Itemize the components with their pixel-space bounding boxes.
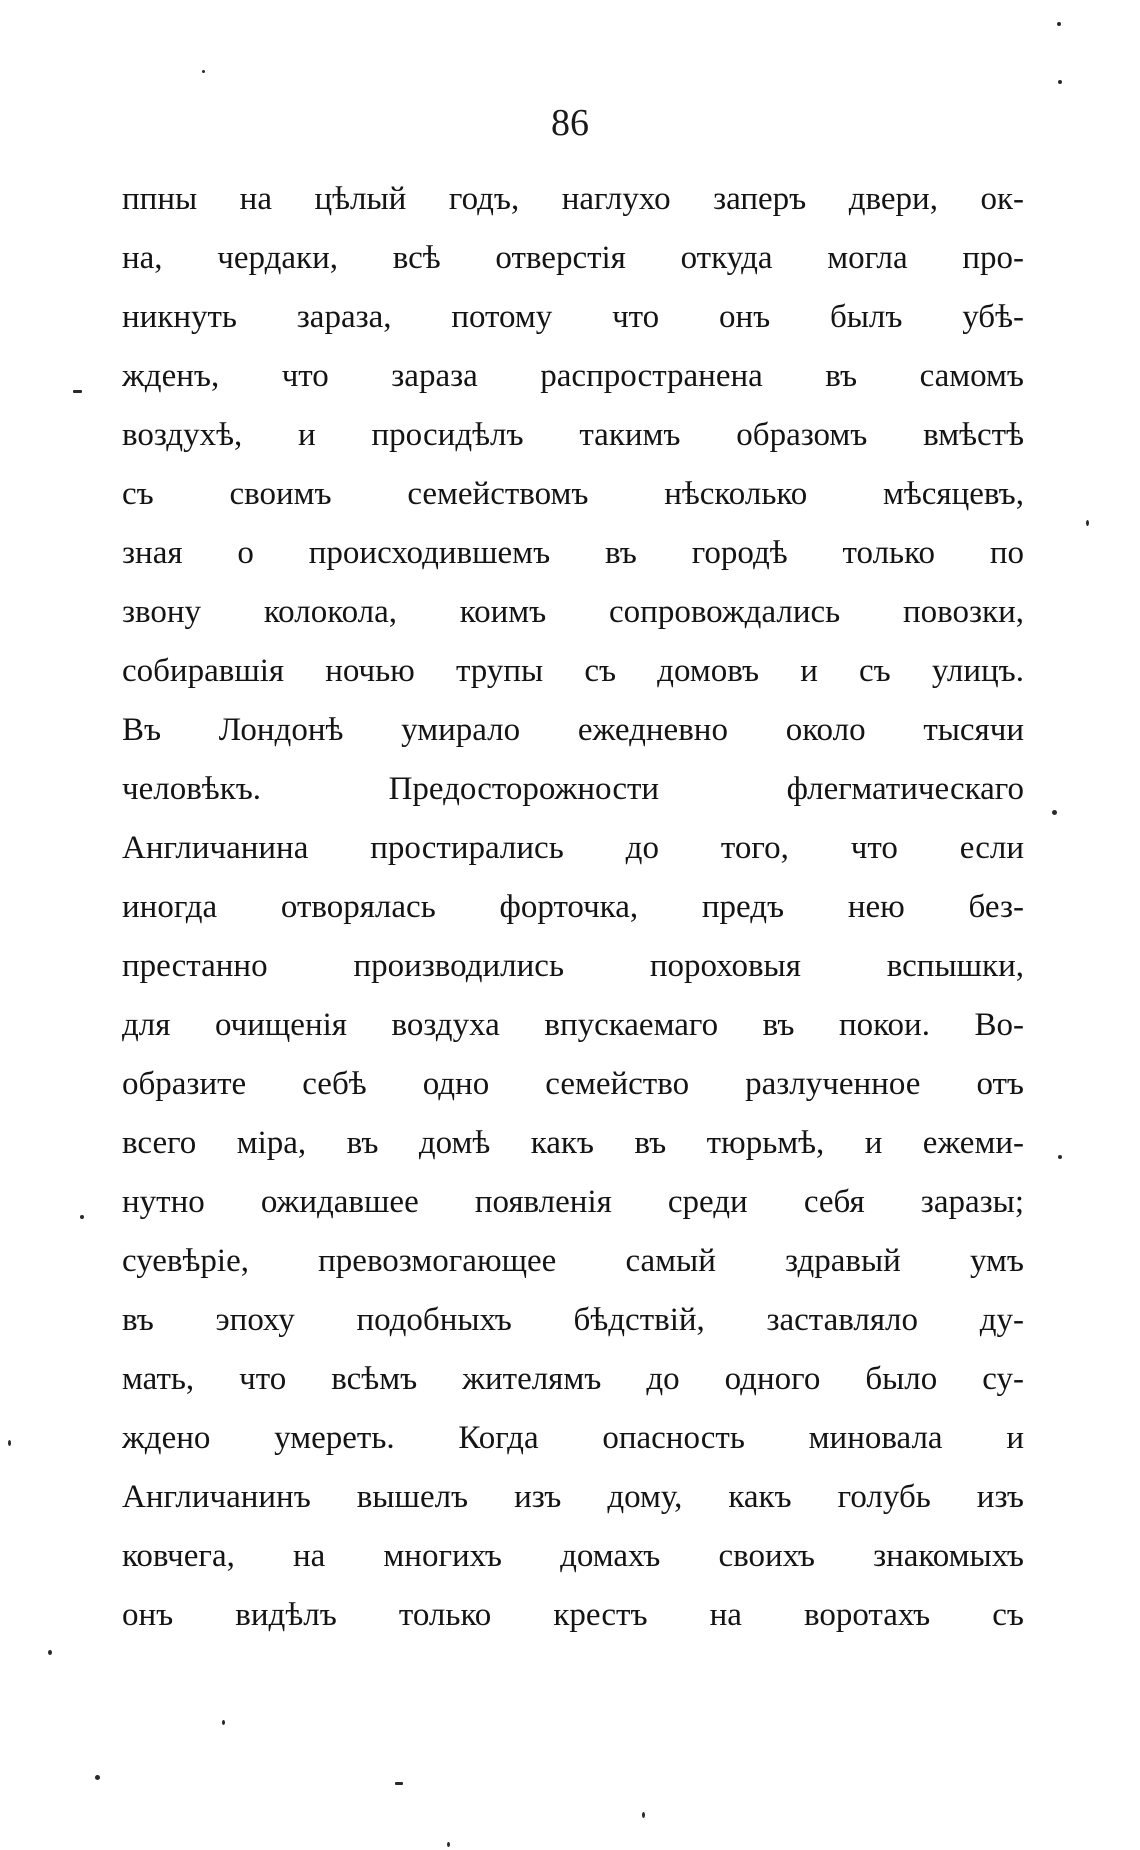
text-line: ковчега, на многихъ домахъ своихъ знакомыхъ (122, 1538, 1024, 1574)
scan-speck (1086, 520, 1089, 526)
text-line: иногда отворялась форточка, предъ нею без- (122, 889, 1024, 925)
text-line: человѣкъ. Предосторожности флегматическаго (122, 771, 1024, 807)
page-number: 86 (551, 102, 589, 144)
scan-speck (48, 1650, 52, 1655)
text-line: образите себѣ одно семейство разлученное отъ (122, 1066, 1024, 1102)
scan-speck (447, 1842, 450, 1847)
text-line: мать, что всѣмъ жителямъ до одного было су- (122, 1361, 1024, 1397)
text-line: ждено умереть. Когда опасность миновала и (122, 1420, 1024, 1456)
text-line: звону колокола, коимъ сопровождались повозки, (122, 594, 1024, 630)
text-line: съ своимъ семействомъ нѣсколько мѣсяцевъ, (122, 476, 1024, 512)
text-line: зная о происходившемъ въ городѣ только по (122, 535, 1024, 571)
scan-speck (80, 1215, 84, 1219)
scan-speck (95, 1775, 100, 1780)
text-line: въ эпоху подобныхъ бѣдствій, заставляло ду- (122, 1302, 1024, 1338)
text-line: Въ Лондонѣ умирало ежедневно около тысячи (122, 712, 1024, 748)
text-line: ппны на цѣлый годъ, наглухо заперъ двери, ок- (122, 181, 1024, 217)
scan-speck (1057, 22, 1061, 26)
text-line: никнуть зараза, потому что онъ былъ убѣ- (122, 299, 1024, 335)
scan-speck (1058, 80, 1062, 84)
body-text (122, 170, 1024, 1645)
text-line: нутно ожидавшее появленія среди себя заразы; (122, 1184, 1024, 1220)
text-line: для очищенія воздуха впускаемаго въ покои. Во- (122, 1007, 1024, 1043)
text-line: жденъ, что зараза распространена въ самомъ (122, 358, 1024, 394)
scan-speck (395, 1782, 403, 1785)
scan-speck (1052, 810, 1057, 815)
scan-speck (8, 1440, 11, 1446)
text-line: престанно производились пороховыя вспышки, (122, 948, 1024, 984)
scan-speck (73, 390, 82, 393)
text-line: Англичанина простирались до того, что если (122, 830, 1024, 866)
scan-speck (642, 1812, 645, 1818)
scan-speck (222, 1720, 225, 1725)
text-line: Англичанинъ вышелъ изъ дому, какъ голубь изъ (122, 1479, 1024, 1515)
text-line: всего міра, въ домѣ какъ въ тюрьмѣ, и ежеми- (122, 1125, 1024, 1161)
text-line: на, чердаки, всѣ отверстія откуда могла про- (122, 240, 1024, 276)
text-line: онъ видѣлъ только крестъ на воротахъ съ (122, 1597, 1024, 1633)
scan-speck (202, 70, 205, 73)
text-line: собиравшія ночью трупы съ домовъ и съ улицъ. (122, 653, 1024, 689)
scan-speck (1058, 1155, 1062, 1159)
text-line: суевѣріе, превозмогающее самый здравый умъ (122, 1243, 1024, 1279)
text-line: воздухѣ, и просидѣлъ такимъ образомъ вмѣстѣ (122, 417, 1024, 453)
